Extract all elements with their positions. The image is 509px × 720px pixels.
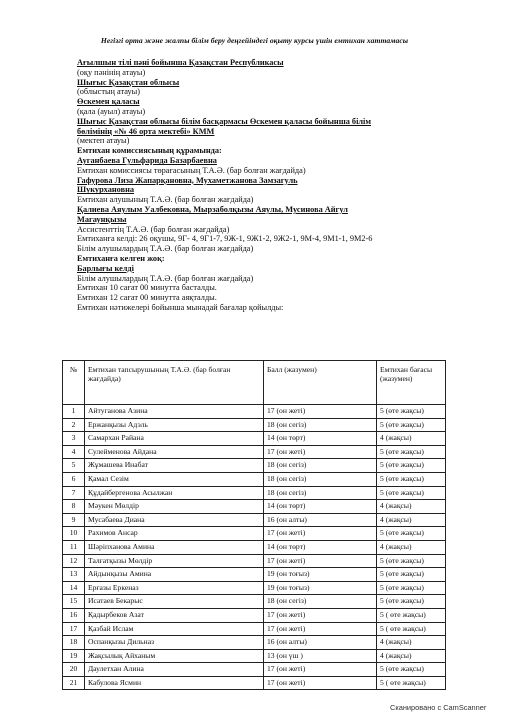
student-name: Қамал Сезім [85, 472, 264, 486]
score-cell: 13 (он үш ) [264, 649, 377, 663]
examiners-value-line2: Шукурхановна [77, 185, 135, 195]
document-title: Негізгі орта және жалпы білім беру деңгейіндегі оқыту курсы үшін емтихан хаттамасы [100, 36, 409, 45]
city-value: Өскемен қаласы [77, 97, 140, 107]
subject-caption: (оқу пәнінің атауы) [77, 67, 146, 77]
student-name: Қазбай Ислам [85, 622, 264, 636]
row-number: 19 [63, 649, 85, 663]
score-cell: 14 (он төрт) [264, 540, 377, 554]
region-caption: (облыстың атауы) [77, 87, 140, 97]
chair-value: Ауганбаева Гульфарида Базарбаевна [77, 155, 217, 165]
row-number: 14 [63, 581, 85, 595]
row-number: 9 [63, 513, 85, 527]
score-cell: 18 (он сегіз) [264, 486, 377, 500]
table-row [63, 568, 446, 582]
score-cell: 17 (он жеті) [264, 445, 377, 459]
student-name: Қадырбеков Азат [85, 608, 264, 622]
row-number: 11 [63, 540, 85, 554]
score-cell: 17 (он жеті) [264, 663, 377, 677]
score-cell: 17 (он жеті) [264, 554, 377, 568]
student-name: Жақсылық Айханым [85, 649, 264, 663]
score-cell: 16 (он алты) [264, 513, 377, 527]
header-number: № [63, 361, 85, 405]
table-row [63, 540, 446, 554]
table-row [63, 676, 446, 690]
row-number: 6 [63, 472, 85, 486]
table-row [63, 527, 446, 541]
scanner-watermark: Сканировано с CamScanner [390, 703, 487, 712]
region-value: Шығыс Қазақстан облысы [77, 77, 180, 87]
student-name: Ержанқызы Адэль [85, 418, 264, 432]
grade-cell: 5 ( өте жақсы) [377, 608, 446, 622]
examiners-caption: Емтихан алушының Т.А.Ә. (бар болған жағдайда) [77, 195, 254, 205]
row-number: 8 [63, 500, 85, 514]
row-number: 2 [63, 418, 85, 432]
grade-cell: 5 (өте жақсы) [377, 595, 446, 609]
grade-cell: 5 (өте жақсы) [377, 663, 446, 677]
student-name: Рахимов Ансар [85, 527, 264, 541]
row-number: 21 [63, 676, 85, 690]
student-name: Ерғазы Еркеназ [85, 581, 264, 595]
student-name: Исатаев Бекарыс [85, 595, 264, 609]
grade-cell: 5 (өте жақсы) [377, 554, 446, 568]
score-cell: 19 (он тоғыз) [264, 581, 377, 595]
student-name: Құдайбергенова Асылжан [85, 486, 264, 500]
city-caption: (қала (ауыл) атауы) [77, 106, 146, 116]
student-name: Даулетхан Алина [85, 663, 264, 677]
assistants-caption: Ассистенттің Т.А.Ә. (бар болған жағдайда) [77, 224, 230, 234]
student-name: Айтуганова Азина [85, 405, 264, 419]
row-number: 5 [63, 459, 85, 473]
attended-line: Емтиханға келді: 26 оқушы, 9Г- 4, 9Г1-7, 9Ж-1, 9Ж1-2, 9Ж2-1, 9М-4, 9М1-1, 9М2-6 [77, 234, 373, 244]
grade-cell: 4 (жақсы) [377, 500, 446, 514]
grade-cell: 5 (өте жақсы) [377, 472, 446, 486]
student-name: Сулейменова Айдана [85, 445, 264, 459]
table-row [63, 663, 446, 677]
protocol-fields [77, 58, 442, 313]
grade-cell: 5 (өте жақсы) [377, 486, 446, 500]
grade-cell: 4 (жақсы) [377, 636, 446, 650]
end-time-line: Емтихан 12 сағат 00 минутта аяқталды. [77, 293, 217, 303]
grade-cell: 5 (өте жақсы) [377, 418, 446, 432]
table-row [63, 445, 446, 459]
subject-value: Ағылшын тілі пәні бойынша Қазақстан Республикасы [77, 58, 284, 67]
score-cell: 18 (он сегіз) [264, 595, 377, 609]
table-row [63, 405, 446, 419]
student-name: Жұмашева Инабат [85, 459, 264, 473]
table-row [63, 486, 446, 500]
student-name: Талғатқызы Мөлдір [85, 554, 264, 568]
examiners-value-line1: Гафурова Лиза Жапарқановна, Мухаметжанова Замзагуль [77, 175, 298, 185]
student-name: Кабулова Ясмин [85, 676, 264, 690]
row-number: 15 [63, 595, 85, 609]
absent-value: Барлығы келді [77, 263, 134, 273]
row-number: 12 [63, 554, 85, 568]
row-number: 3 [63, 432, 85, 446]
assistants-value-line1: Қалиева Аяулым Уалбековна, Мырзаболқызы Аяулы, Мусинова Айгул [77, 204, 348, 214]
start-time-line: Емтихан 10 сағат 00 минутта басталды. [77, 283, 217, 293]
grade-cell: 5 ( өте жақсы) [377, 622, 446, 636]
row-number: 1 [63, 405, 85, 419]
row-number: 7 [63, 486, 85, 500]
row-number: 17 [63, 622, 85, 636]
student-name: Шәріпханова Амина [85, 540, 264, 554]
score-cell: 17 (он жеті) [264, 527, 377, 541]
table-row [63, 581, 446, 595]
table-row [63, 595, 446, 609]
table-row [63, 649, 446, 663]
score-cell: 17 (он жеті) [264, 676, 377, 690]
score-cell: 18 (он сегіз) [264, 418, 377, 432]
table-header-row [63, 361, 446, 405]
row-number: 16 [63, 608, 85, 622]
table-row [63, 636, 446, 650]
header-grade: Емтихан бағасы (жазумен) [377, 361, 446, 405]
table-row [63, 459, 446, 473]
score-cell: 16 (он алты) [264, 636, 377, 650]
grade-cell: 5 (өте жақсы) [377, 527, 446, 541]
table-row [63, 472, 446, 486]
score-cell: 17 (он жеті) [264, 622, 377, 636]
score-cell: 18 (он сегіз) [264, 459, 377, 473]
student-name: Мәукен Мөлдір [85, 500, 264, 514]
header-score: Балл (жазумен) [264, 361, 377, 405]
absent-label: Емтиханға келген жоқ: [77, 253, 165, 263]
row-number: 13 [63, 568, 85, 582]
grade-cell: 5 (өте жақсы) [377, 581, 446, 595]
attended-caption: Білім алушылардың Т.А.Ә. (бар болған жағдайда) [77, 244, 254, 254]
grade-cell: 4 (жақсы) [377, 513, 446, 527]
score-cell: 18 (он сегіз) [264, 472, 377, 486]
row-number: 18 [63, 636, 85, 650]
grade-cell: 5 (өте жақсы) [377, 568, 446, 582]
grade-cell: 5 (өте жақсы) [377, 459, 446, 473]
grade-cell: 5 (өте жақсы) [377, 405, 446, 419]
absent-caption: Білім алушылардың Т.А.Ә. (бар болған жағдайда) [77, 273, 254, 283]
header-name: Емтихан тапсырушының Т.А.Ә. (бар болған жағдайда) [85, 361, 264, 405]
table-row [63, 418, 446, 432]
table-row [63, 554, 446, 568]
grade-cell: 4 (жақсы) [377, 540, 446, 554]
student-name: Айдынқызы Амина [85, 568, 264, 582]
student-name: Оспанқызы Дильназ [85, 636, 264, 650]
grade-cell: 4 (жақсы) [377, 649, 446, 663]
school-value-line2: бөлімінің «№ 46 орта мектебі» КММ [77, 126, 215, 136]
row-number: 10 [63, 527, 85, 541]
chair-caption: Емтихан комиссиясы төрағасының Т.А.Ә. (бар болған жағдайда) [77, 165, 306, 175]
grade-cell: 5 ( өте жақсы) [377, 676, 446, 690]
student-name: Самархан Райана [85, 432, 264, 446]
commission-label: Емтихан комиссиясының құрамында: [77, 146, 222, 156]
school-value-line1: Шығыс Қазақстан облысы білім басқармасы Өскемен қаласы бойынша білім [77, 116, 371, 126]
grade-cell: 5 (өте жақсы) [377, 445, 446, 459]
score-cell: 17 (он жеті) [264, 405, 377, 419]
table-row [63, 500, 446, 514]
score-cell: 14 (он төрт) [264, 500, 377, 514]
table-row [63, 432, 446, 446]
assistants-value-line2: Магаунқызы [77, 214, 127, 224]
school-caption: (мектеп атауы) [77, 136, 130, 146]
student-name: Мусабаева Диана [85, 513, 264, 527]
table-row [63, 513, 446, 527]
results-label: Емтихан нәтижелері бойынша мынадай бағалар қойылды: [77, 302, 284, 312]
table-row [63, 608, 446, 622]
grade-cell: 4 (жақсы) [377, 432, 446, 446]
results-table [62, 360, 446, 690]
table-row [63, 622, 446, 636]
row-number: 20 [63, 663, 85, 677]
row-number: 4 [63, 445, 85, 459]
score-cell: 17 (он жеті) [264, 608, 377, 622]
score-cell: 14 (он төрт) [264, 432, 377, 446]
score-cell: 19 (он тоғыз) [264, 568, 377, 582]
